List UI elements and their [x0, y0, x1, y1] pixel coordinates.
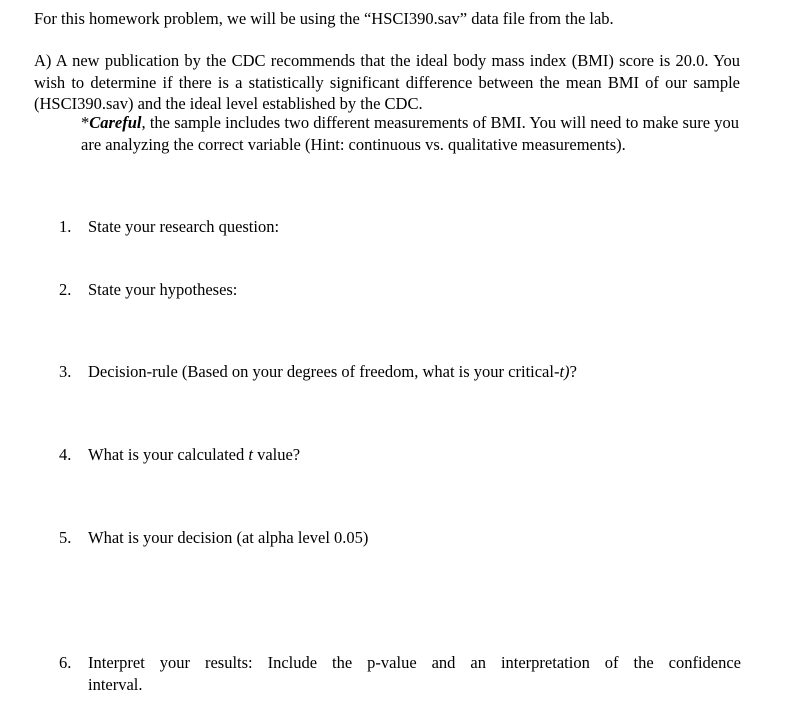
- question-6: [59, 652, 741, 696]
- question-3: [59, 361, 741, 383]
- question-number: 5.: [59, 528, 72, 547]
- question-text-italic: t: [248, 445, 253, 464]
- question-number: 6.: [59, 653, 72, 672]
- intro-text: For this homework problem, we will be using the “HSCI390.sav” data file from the lab.: [34, 9, 614, 28]
- question-number: 1.: [59, 217, 72, 236]
- question-number: 4.: [59, 445, 72, 464]
- part-a-prompt: A) A new publication by the CDC recommends that the ideal body mass index (BMI) score is 20.0. You wish to determine if there is a statistically significant difference between the mean BMI of our sample (HSCI390.sav) and the ideal level established by the CDC.: [34, 51, 740, 113]
- question-text: [88, 361, 741, 383]
- question-text-end: value?: [252, 445, 301, 464]
- question-number: 3.: [59, 362, 72, 381]
- question-text: State your hypotheses:: [88, 280, 238, 299]
- question-text: What is your decision (at alpha level 0.05): [88, 528, 369, 547]
- question-number: 2.: [59, 280, 72, 299]
- question-text-main: Decision-rule (Based on your degrees of freedom, what is your critical-: [88, 362, 560, 381]
- question-5: [59, 527, 741, 549]
- question-text-line1: Interpret your results: Include the p-value and an interpretation of the confidence: [88, 653, 741, 672]
- question-2: [59, 279, 741, 301]
- question-text-italic: t): [559, 362, 570, 381]
- question-1: [59, 216, 741, 238]
- question-text-main: What is your calculated: [88, 445, 249, 464]
- note-emphasis: Careful: [89, 113, 142, 132]
- question-text: [88, 652, 741, 696]
- careful-note: [81, 112, 739, 155]
- note-body: , the sample includes two different measurements of BMI. You will need to make sure you are analyzing the correct variable (Hint: continuous vs. qualitative measurements).: [81, 113, 739, 154]
- question-text: State your research question:: [88, 217, 280, 236]
- note-asterisk: *: [81, 113, 90, 132]
- question-text: [88, 444, 741, 466]
- question-text-end: ?: [569, 362, 577, 381]
- question-text-line2: interval.: [88, 675, 143, 694]
- question-4: [59, 444, 741, 466]
